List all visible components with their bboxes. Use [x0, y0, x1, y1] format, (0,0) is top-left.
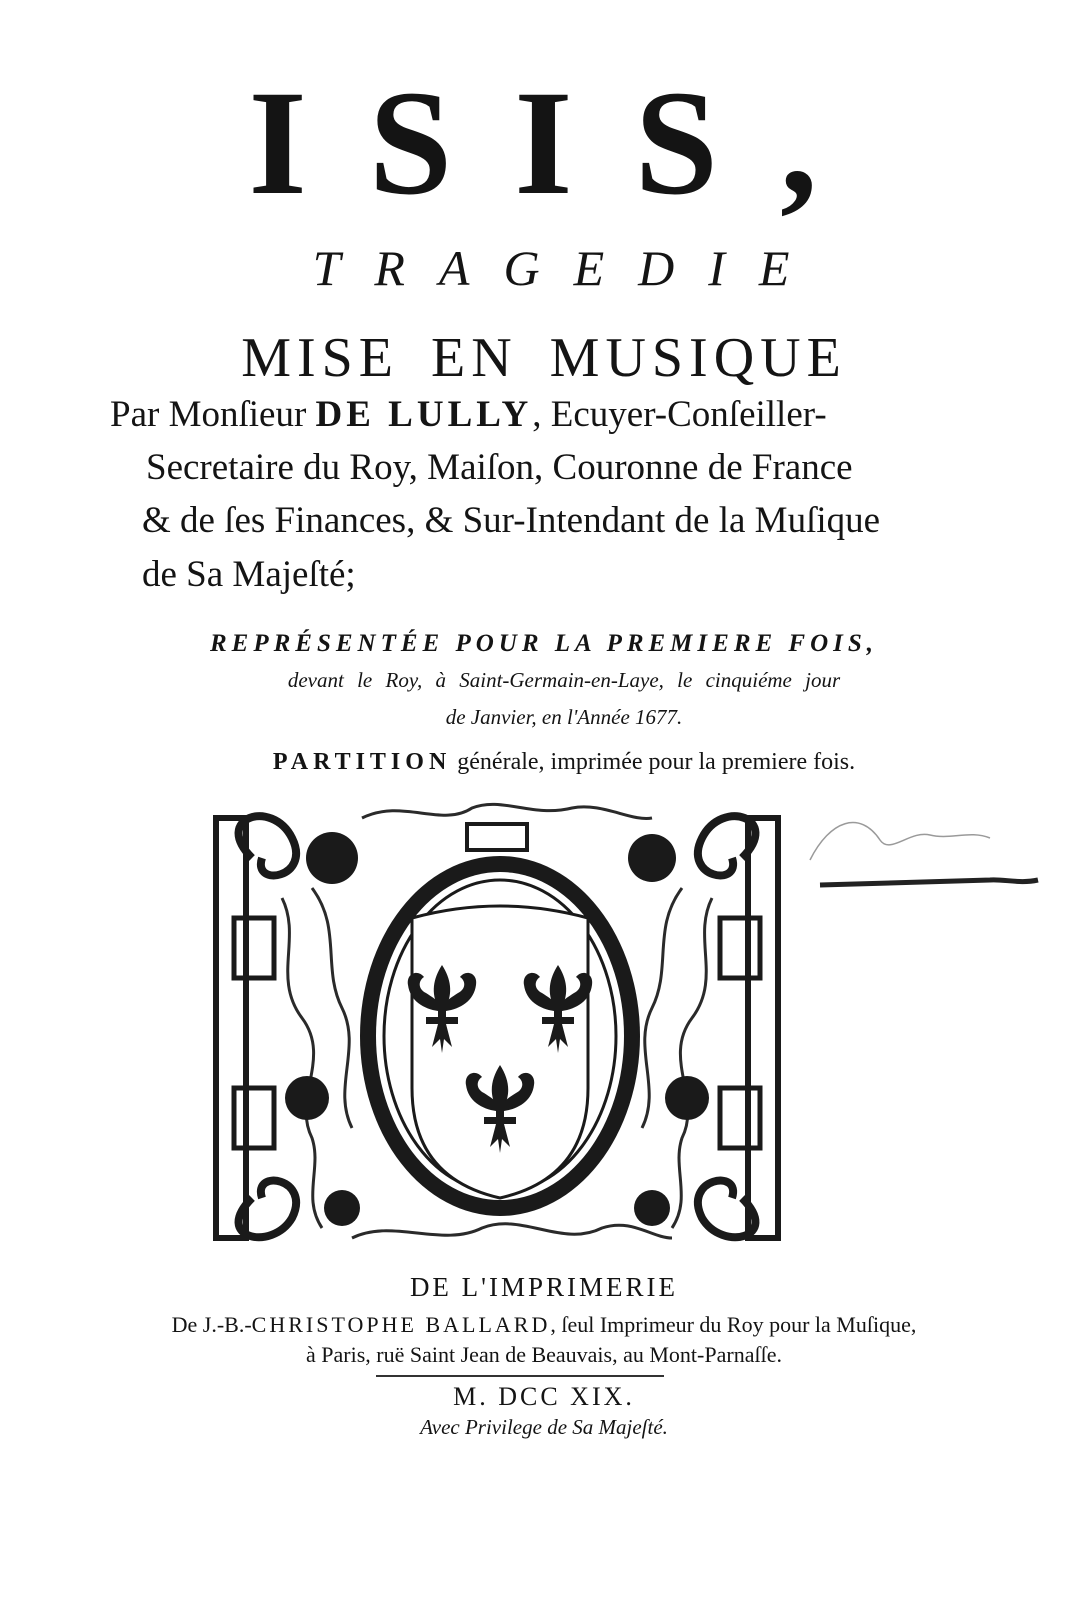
genre-subtitle: TRAGEDIE — [312, 240, 824, 296]
opera-title: ISIS, — [248, 60, 880, 226]
composer-line-1 — [110, 392, 827, 438]
composer-line-1-post: , Ecuyer-Conſeiller- — [532, 394, 827, 435]
imprint-privilege: Avec Privilege de Sa Majeſté. — [420, 1415, 668, 1439]
royal-arms-fleur-de-lis-icon — [212, 798, 782, 1252]
composer-line-2: Secretaire du Roy, Maiſon, Couronne de France — [146, 447, 853, 488]
margin-scribble-icon — [790, 800, 1040, 895]
imprint-printer — [0, 1310, 1088, 1340]
imprint-address: à Paris, ruë Saint Jean de Beauvais, au Mont-Parnaſſe. — [306, 1342, 782, 1367]
partition-caps: PARTITION — [272, 749, 452, 775]
partition-line — [0, 746, 1088, 778]
imprint-heading: DE L'IMPRIMERIE — [409, 1272, 679, 1302]
imprint-printer-pre: De J.-B.- — [171, 1312, 252, 1337]
imprint-year: M. DCC XIX. — [453, 1382, 635, 1411]
composer-line-1-pre: Par Monſieur — [110, 394, 316, 435]
imprint-printer-name: CHRISTOPHE BALLARD — [251, 1312, 551, 1337]
partition-rest: générale, imprimée pour la premiere fois. — [451, 749, 856, 775]
composer-line-4: de Sa Majeſté; — [142, 554, 356, 595]
composer-line-3: & de ſes Finances, & Sur-Intendant de la Muſique — [142, 500, 881, 541]
imprint-printer-post: , ſeul Imprimeur du Roy pour la Muſique, — [550, 1312, 917, 1337]
music-heading: MISE EN MUSIQUE — [241, 327, 847, 389]
performance-line-2: devant le Roy, à Saint-Germain-en-Laye, le cinquiéme jour — [287, 668, 841, 692]
composer-name: DE LULLY — [315, 394, 533, 435]
performance-line-3: de Janvier, en l'Année 1677. — [445, 705, 683, 729]
imprint-divider — [376, 1375, 664, 1377]
performance-line-1: REPRÉSENTÉE POUR LA PREMIERE FOIS, — [209, 630, 879, 657]
